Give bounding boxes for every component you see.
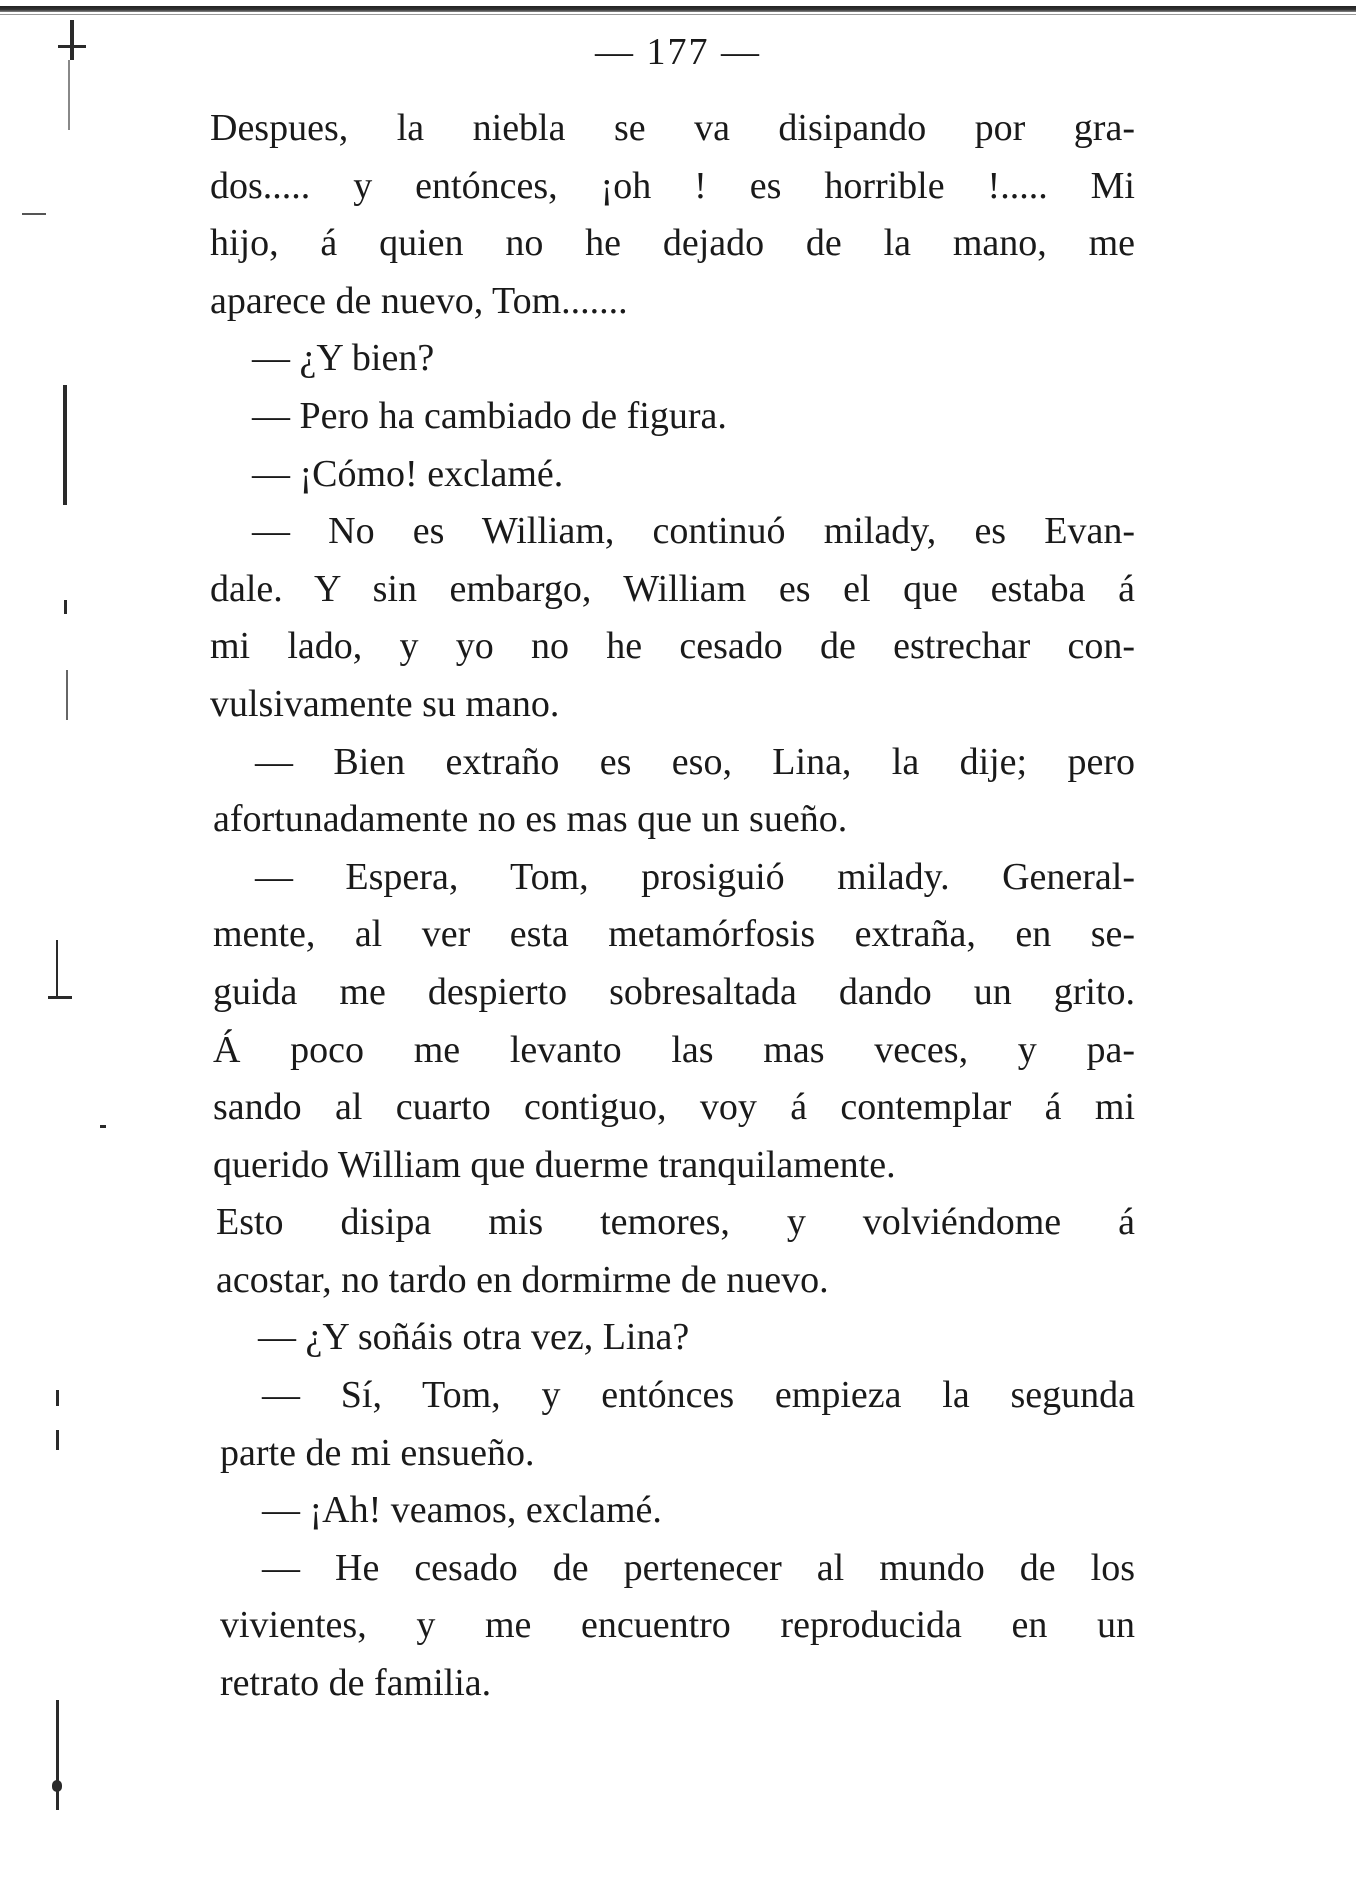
text-line: Á poco me levanto las mas veces, y pa- <box>213 1028 1135 1071</box>
margin-mark <box>56 940 58 998</box>
text-line: Esto disipa mis temores, y volviéndome á <box>216 1201 1135 1244</box>
text-line: — ¿Y bien? <box>252 337 435 380</box>
text-line: retrato de familia. <box>220 1662 492 1705</box>
text-line: — He cesado de pertenecer al mundo de los <box>262 1546 1135 1589</box>
text-line: dos..... y entónces, ¡oh ! es horrible !..... Mi <box>210 164 1135 207</box>
text-line: — Pero ha cambiado de figura. <box>252 394 727 437</box>
text-line: Despues, la niebla se va disipando por gra- <box>210 107 1135 149</box>
text-line: — Sí, Tom, y entónces empieza la segunda <box>262 1374 1135 1417</box>
top-edge-rule <box>0 6 1356 12</box>
text-line: guida me despierto sobresaltada dando un grito. <box>213 970 1135 1013</box>
margin-mark <box>48 996 72 999</box>
text-line: — ¡Cómo! exclamé. <box>252 452 564 495</box>
margin-mark <box>52 1780 62 1792</box>
margin-mark <box>56 1700 59 1810</box>
text-line: querido William que duerme tranquilamente. <box>213 1143 896 1186</box>
margin-mark <box>22 213 46 215</box>
text-line: mente, al ver esta metamórfosis extraña, en se- <box>213 913 1135 956</box>
text-line: dale. Y sin embargo, William es el que estaba á <box>210 567 1135 610</box>
margin-mark <box>64 600 67 614</box>
text-line: vulsivamente su mano. <box>210 682 560 725</box>
text-line: mi lado, y yo no he cesado de estrechar con- <box>210 625 1135 668</box>
text-line: — ¡Ah! veamos, exclamé. <box>262 1489 662 1532</box>
margin-mark <box>66 670 68 720</box>
margin-mark <box>63 385 67 505</box>
text-line: — ¿Y soñáis otra vez, Lina? <box>258 1316 690 1359</box>
margin-mark <box>100 1125 106 1128</box>
top-edge-thin-rule <box>0 14 1356 15</box>
margin-mark <box>56 1390 59 1406</box>
text-line: sando al cuarto contiguo, voy á contemplar á mi <box>213 1086 1135 1129</box>
text-line: — Espera, Tom, prosiguió milady. General- <box>255 855 1135 898</box>
text-line: — Bien extraño es eso, Lina, la dije; pero <box>255 740 1135 783</box>
text-line: acostar, no tardo en dormirme de nuevo. <box>216 1258 829 1301</box>
margin-mark <box>56 1430 59 1450</box>
text-line: afortunadamente no es mas que un sueño. <box>213 798 848 841</box>
text-line: — No es William, continuó milady, es Evan- <box>252 510 1135 553</box>
text-line: parte de mi ensueño. <box>220 1431 535 1474</box>
text-line: hijo, á quien no he dejado de la mano, me <box>210 222 1135 265</box>
body-text <box>210 100 1135 1713</box>
text-line: vivientes, y me encuentro reproducida en un <box>220 1604 1135 1647</box>
page-number: — 177 — <box>595 31 761 73</box>
text-line: aparece de nuevo, Tom....... <box>210 279 628 322</box>
